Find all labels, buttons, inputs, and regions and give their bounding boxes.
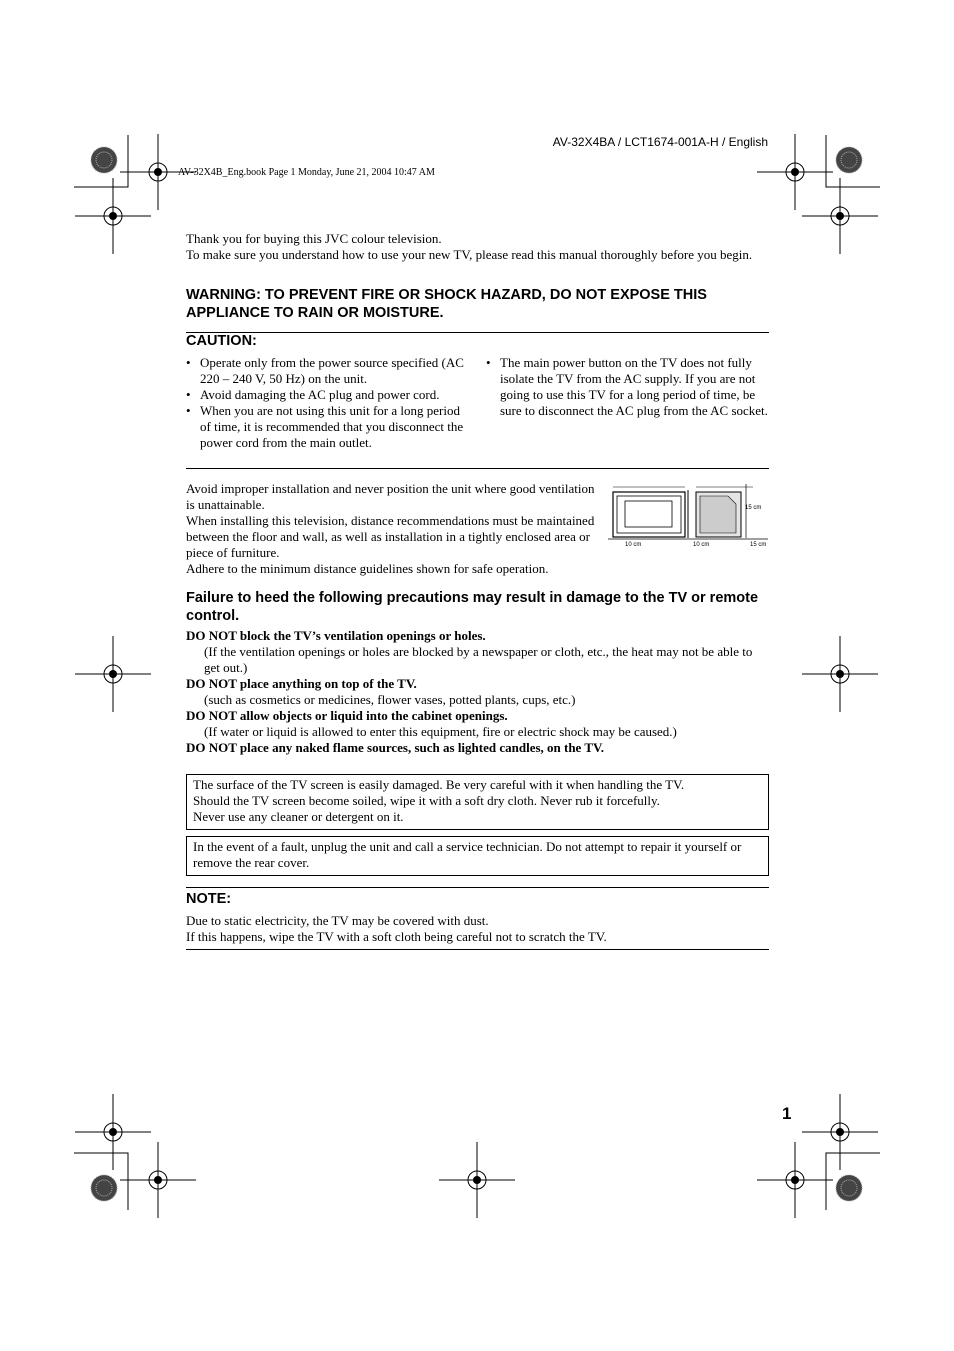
- warning-heading: [186, 286, 776, 322]
- warning-text: WARNING: TO PREVENT FIRE OR SHOCK HAZARD, DO NOT EXPOSE THIS APPLIANCE TO RAIN OR MOISTURE.: [186, 287, 707, 321]
- clearance-label-right: 15 cm: [750, 542, 767, 548]
- fault-box: [186, 836, 769, 876]
- clearance-label-top: 15 cm: [745, 505, 762, 511]
- divider: [186, 332, 769, 333]
- precaution-rule: DO NOT place any naked flame sources, such as lighted candles, on the TV.: [186, 740, 604, 755]
- screen-care-line: The surface of the TV screen is easily damaged. Be very careful with it when handling the TV.: [193, 777, 685, 792]
- ventilation-text: Avoid improper installation and never position the unit where good ventilation is unattainable. When installing this television, distance recommendations must be maintained between the floor and wall, as well as installation in a tightly enclosed area or piece of furniture. Adhere to the minimum distance guidelines shown for safe operation.: [186, 481, 595, 576]
- fault-text: In the event of a fault, unplug the unit and call a service technician. Do not attempt to repair it yourself or remove the rear cover.: [193, 839, 742, 870]
- caution-item: • Operate only from the power source specified (AC 220 – 240 V, 50 Hz) on the unit.: [186, 355, 471, 387]
- note-line: If this happens, wipe the TV with a soft cloth being careful not to scratch the TV.: [186, 929, 607, 944]
- divider: [186, 468, 769, 469]
- caution-left-column: [186, 355, 471, 451]
- clearance-label-left: 10 cm: [625, 542, 642, 548]
- intro-thanks: Thank you for buying this JVC colour television.: [186, 231, 442, 246]
- precautions-list: [186, 628, 771, 756]
- caution-item: • When you are not using this unit for a long period of time, it is recommended that you disconnect the power cord from the main outlet.: [186, 403, 471, 451]
- precaution-rule: DO NOT allow objects or liquid into the cabinet openings.: [186, 708, 508, 723]
- caution-item: • Avoid damaging the AC plug and power cord.: [186, 387, 471, 403]
- intro-section: [186, 231, 768, 263]
- divider: [186, 887, 769, 888]
- precaution-rule: DO NOT place anything on top of the TV.: [186, 676, 417, 691]
- document-id: AV-32X4BA / LCT1674-001A-H / English: [552, 135, 768, 149]
- clearance-label-middle: 10 cm: [693, 542, 710, 548]
- note-line: Due to static electricity, the TV may be covered with dust.: [186, 913, 489, 928]
- page-number: 1: [782, 1104, 792, 1123]
- caution-item: • The main power button on the TV does not fully isolate the TV from the AC supply. If you are not going to use this TV for a long period of time, be sure to disconnect the AC plug from the AC socket.: [486, 355, 769, 419]
- intro-instructions: To make sure you understand how to use your new TV, please read this manual thoroughly before you begin.: [186, 247, 753, 262]
- precaution-detail: (such as cosmetics or medicines, flower vases, potted plants, cups, etc.): [204, 692, 576, 707]
- divider: [186, 949, 769, 950]
- caution-title: CAUTION:: [186, 333, 257, 349]
- precaution-rule: DO NOT block the TV’s ventilation openings or holes.: [186, 628, 486, 643]
- ventilation-section: [186, 481, 596, 577]
- precaution-detail: (If water or liquid is allowed to enter this equipment, fire or electric shock may be caused.): [204, 724, 677, 739]
- screen-care-line: Should the TV screen become soiled, wipe it with a soft dry cloth. Never rub it forcefully.: [193, 793, 660, 808]
- precaution-detail: (If the ventilation openings or holes are blocked by a newspaper or cloth, etc., the heat may not be able to get out.): [204, 644, 753, 675]
- failure-heading: Failure to heed the following precautions may result in damage to the TV or remote control.: [186, 590, 759, 624]
- note-title: NOTE:: [186, 891, 232, 907]
- tv-clearance-diagram: [608, 482, 770, 550]
- book-info-line: AV-32X4B_Eng.book Page 1 Monday, June 21, 2004 10:47 AM: [178, 167, 435, 178]
- caution-right-column: [486, 355, 769, 419]
- note-body: [186, 913, 768, 945]
- screen-care-line: Never use any cleaner or detergent on it.: [193, 809, 404, 824]
- screen-care-box: [186, 774, 769, 830]
